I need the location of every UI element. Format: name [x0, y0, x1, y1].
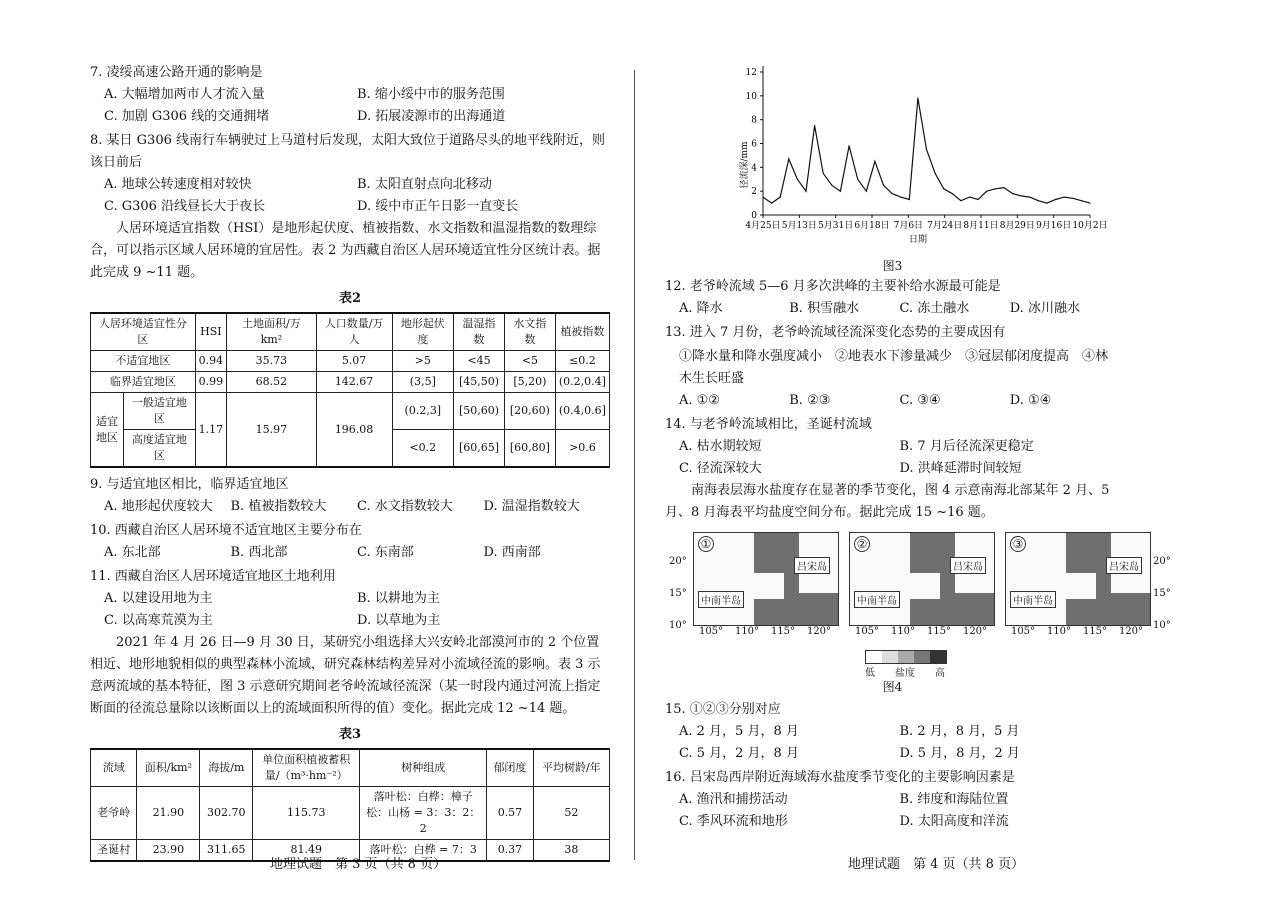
- q8-option-b: B. 太阳直射点向北移动: [357, 177, 492, 192]
- lat-tick: 10°: [669, 620, 687, 631]
- th-hydro: 水文指数: [504, 313, 555, 351]
- data-point: [1081, 200, 1082, 201]
- table-row: [91, 787, 610, 840]
- cell-land: 35.73: [227, 351, 316, 372]
- question-16-stem: 16. 吕宋岛西岸附近海域海水盐度季节变化的主要影响因素是: [665, 770, 1015, 785]
- cell-basin: 圣诞村: [91, 840, 137, 862]
- salinity-map-1: [693, 532, 839, 637]
- peninsula-label: 中南半岛: [1010, 591, 1056, 608]
- data-point: [831, 185, 832, 186]
- data-point: [762, 197, 763, 198]
- lon-tick: 120°: [962, 626, 988, 637]
- cell-hydro: <5: [504, 351, 555, 372]
- map-number: ①: [698, 536, 714, 552]
- cell-hydro: [20,60): [504, 393, 555, 430]
- table-3-caption: 表3: [338, 727, 362, 742]
- legend-low: 低: [865, 668, 875, 679]
- data-point: [883, 185, 884, 186]
- y-tick-label: 8: [751, 115, 757, 126]
- data-point: [1003, 187, 1004, 188]
- x-tick-label: 4月25日: [745, 221, 781, 231]
- th-age: 平均树龄/年: [533, 749, 609, 787]
- data-point: [857, 179, 858, 180]
- footer-page-4: 地理试题 第 4 页（共 8 页）: [848, 857, 1025, 872]
- legend-swatch: [898, 651, 914, 663]
- data-point: [891, 193, 892, 194]
- cell-species: 落叶松：白桦：樟子松：山杨 = 3：3：2：2: [360, 787, 487, 840]
- question-10-options: [104, 542, 610, 564]
- question-8-stem: 8. 某日 G306 线南行车辆驶过上马道村后发现，太阳大致位于道路尽头的地平线附近，则该日前后: [90, 133, 605, 170]
- q9-option-a: A. 地形起伏度较大: [104, 499, 213, 514]
- data-point: [978, 199, 979, 200]
- lon-tick: 110°: [734, 626, 760, 637]
- q13-option-b: B. ②③: [789, 393, 831, 408]
- x-tick-label: 5月31日: [818, 221, 854, 231]
- y-tick-label: 4: [751, 163, 757, 174]
- cell-veg: (0.2,0.4]: [555, 372, 609, 393]
- x-tick-labels: [745, 220, 1107, 231]
- data-point: [900, 197, 901, 198]
- x-tick-label: 5月13日: [781, 221, 817, 231]
- question-13-options: [679, 390, 1120, 412]
- question-13-items: ①降水量和降水强度减小 ②地表水下渗量减少 ③冠层郁闭度提高 ④林木生长旺盛: [679, 349, 1109, 386]
- question-10-stem: 10. 西藏自治区人居环境不适宜地区主要分布在: [90, 523, 362, 538]
- lon-tick: 105°: [698, 626, 724, 637]
- data-point: [926, 149, 927, 150]
- map-number: ②: [854, 536, 870, 552]
- cell-hsi: 0.94: [195, 351, 227, 372]
- map-2-image: [849, 532, 995, 626]
- legend-swatch: [882, 651, 898, 663]
- q14-option-d: D. 洪峰延滞时间较短: [899, 461, 1022, 476]
- lon-tick: 105°: [1010, 626, 1036, 637]
- cell-zone: 临界适宜地区: [91, 372, 196, 393]
- x-tick-label: 8月11日: [963, 221, 999, 231]
- cell-temp: [50,60): [454, 393, 505, 430]
- data-point: [960, 200, 961, 201]
- cell-altitude: 311.65: [200, 840, 253, 862]
- question-12-options: [679, 298, 1120, 320]
- data-point: [1029, 197, 1030, 198]
- cell-relief: >5: [392, 351, 454, 372]
- lon-tick: 115°: [770, 626, 796, 637]
- cell-pop: 5.07: [316, 351, 392, 372]
- intro-12-14: 2021 年 4 月 26 日—9 月 30 日，某研究小组选择大兴安岭北部漠河市的 2 个位置相近、地形地貌相似的典型森林小流域，研究森林结构差异对小流域径流的影响。表 3 示意两流域的基本特征，图 3 示意研究期间老爷岭流域径流深（某一时段内通过河流上指定断面的径流总量除以该断面以上的流域面积所得的值）变化。据此完成 12 ~14 题。: [90, 635, 601, 716]
- legend-swatch: [914, 651, 930, 663]
- x-tick-label: 6月18日: [854, 221, 890, 231]
- data-point: [797, 179, 798, 180]
- question-15-stem: 15. ①②③分别对应: [665, 702, 781, 717]
- y-tick-label: 12: [745, 68, 757, 78]
- intro-15-16: 南海表层海水盐度存在显著的季节变化，图 4 示意南海北部某年 2 月、5 月、8 月海表平均盐度空间分布。据此完成 15 ~16 题。: [665, 483, 1110, 520]
- map-number: ③: [1010, 536, 1026, 552]
- cell-altitude: 302.70: [200, 787, 253, 840]
- y-tick-label: 6: [751, 139, 757, 150]
- q9-option-c: C. 水文指数较大: [357, 499, 453, 514]
- cell-temp: [45,50): [454, 372, 505, 393]
- question-9-stem: 9. 与适宜地区相比，临界适宜地区: [90, 477, 289, 492]
- q7-option-c: C. 加剧 G306 线的交通拥堵: [104, 109, 270, 124]
- th-relief: 地形起伏度: [392, 313, 454, 351]
- y-tick-label: 0: [751, 211, 757, 221]
- intro-9-11: 人居环境适宜指数（HSI）是地形起伏度、植被指数、水文指数和温湿指数的数理综合，可以指示区域人居环境的宜居性。表 2 为西藏自治区人居环境适宜性分区统计表。据此完成 9 ~11 题。: [90, 221, 601, 280]
- figure-4: [665, 532, 1171, 682]
- lat-tick: 20°: [1153, 556, 1171, 567]
- th-temp: 温湿指数: [454, 313, 505, 351]
- data-point: [1064, 197, 1065, 198]
- q11-option-b: B. 以耕地为主: [357, 591, 440, 606]
- cell-veg: ≤0.2: [555, 351, 609, 372]
- lat-tick: 15°: [1153, 588, 1171, 599]
- q8-option-d: D. 绥中市正午日影一直变长: [357, 199, 519, 214]
- q11-option-d: D. 以草地为主: [357, 613, 441, 628]
- data-point: [986, 191, 987, 192]
- y-tick-label: 2: [751, 187, 757, 198]
- table-3-header: [91, 749, 610, 787]
- th-hsi: HSI: [195, 313, 227, 351]
- data-point: [909, 199, 910, 200]
- data-point: [943, 188, 944, 189]
- data-point: [874, 161, 875, 162]
- data-point: [1021, 195, 1022, 196]
- q10-option-a: A. 东北部: [104, 545, 161, 560]
- x-tick-label: 7月6日: [893, 221, 924, 231]
- data-point: [823, 173, 824, 174]
- th-area: 面积/km²: [137, 749, 200, 787]
- cell-temp: [60,65]: [454, 430, 505, 468]
- cell-age: 38: [533, 840, 609, 862]
- lon-ticks: [693, 626, 837, 637]
- cell-zone: 不适宜地区: [91, 351, 196, 372]
- cell-zone: 高度适宜地区: [124, 430, 196, 468]
- x-tick-label: 10月2日: [1072, 221, 1108, 231]
- th-basin: 流域: [91, 749, 137, 787]
- question-11-stem: 11. 西藏自治区人居环境适宜地区土地利用: [90, 569, 336, 584]
- question-8-options: [104, 174, 610, 218]
- cell-land: 15.97: [227, 393, 316, 468]
- y-tick-label: 10: [745, 91, 757, 102]
- lon-tick: 115°: [926, 626, 952, 637]
- lon-tick: 105°: [854, 626, 880, 637]
- right-page: [665, 60, 1171, 833]
- q14-option-b: B. 7 月后径流深更稳定: [899, 439, 1034, 454]
- x-tick-label: 8月29日: [999, 221, 1035, 231]
- q16-option-a: A. 渔汛和捕捞活动: [679, 792, 788, 807]
- q8-option-c: C. G306 沿线昼长大于夜长: [104, 199, 266, 214]
- q14-option-a: A. 枯水期较短: [679, 439, 762, 454]
- cell-hydro: [5,20): [504, 372, 555, 393]
- lon-tick: 115°: [1082, 626, 1108, 637]
- cell-area: 23.90: [137, 840, 200, 862]
- series-line: [763, 98, 1090, 203]
- left-page: [90, 60, 610, 862]
- th-volume: 单位面积植被蓄积量/（m³·hm⁻²）: [253, 749, 360, 787]
- q10-option-c: C. 东南部: [357, 545, 414, 560]
- lat-tick: 10°: [1153, 620, 1171, 631]
- legend-scale: [865, 650, 947, 664]
- q15-option-c: C. 5 月，2 月，8 月: [679, 746, 799, 761]
- cell-pop: 142.67: [316, 372, 392, 393]
- q12-option-d: D. 冰川融水: [1009, 301, 1080, 316]
- data-point: [935, 173, 936, 174]
- q7-option-b: B. 缩小绥中市的服务范围: [357, 87, 505, 102]
- lat-tick: 20°: [669, 556, 687, 567]
- table-3: [90, 748, 610, 862]
- lon-ticks: [849, 626, 993, 637]
- th-land: 土地面积/万 km²: [227, 313, 316, 351]
- legend-high: 高: [935, 668, 945, 679]
- question-11-options: [104, 588, 610, 632]
- q10-option-d: D. 西南部: [483, 545, 541, 560]
- table-2: [90, 312, 610, 468]
- data-point: [1072, 198, 1073, 199]
- lat-tick: 15°: [669, 588, 687, 599]
- q7-option-a: A. 大幅增加两市人才流入量: [104, 87, 265, 102]
- table-row: [91, 351, 610, 372]
- data-point: [995, 188, 996, 189]
- data-point: [771, 202, 772, 203]
- q11-option-a: A. 以建设用地为主: [104, 591, 213, 606]
- lat-ticks-right: [1153, 556, 1171, 631]
- th-altitude: 海拔/m: [200, 749, 253, 787]
- island-label: 吕宋岛: [794, 557, 830, 574]
- figure-3-line-chart: [665, 60, 1120, 255]
- x-tick-label: 7月24日: [927, 221, 963, 231]
- q12-option-c: C. 冻土融水: [899, 301, 970, 316]
- question-14-stem: 14. 与老爷岭流域相比，圣诞村流域: [665, 417, 872, 432]
- q15-option-b: B. 2 月，8 月，5 月: [899, 724, 1020, 739]
- table-2-header: [91, 313, 610, 351]
- q12-option-b: B. 积雪融水: [789, 301, 860, 316]
- q14-option-c: C. 径流深较大: [679, 461, 762, 476]
- data-point: [866, 191, 867, 192]
- cell-veg: >0.6: [555, 430, 609, 468]
- cell-area: 21.90: [137, 787, 200, 840]
- map-3-image: [1005, 532, 1151, 626]
- q13-option-c: C. ③④: [899, 393, 941, 408]
- lon-tick: 120°: [1118, 626, 1144, 637]
- th-pop: 人口数量/万人: [316, 313, 392, 351]
- cell-relief: (0.2,3]: [392, 393, 454, 430]
- cell-veg: (0.4,0.6]: [555, 393, 609, 430]
- footer-page-3: 地理试题 第 3 页（共 8 页）: [270, 857, 447, 872]
- q16-option-c: C. 季风环流和地形: [679, 814, 788, 829]
- question-9-options: [104, 496, 610, 518]
- th-canopy: 郁闭度: [487, 749, 533, 787]
- th-species: 树种组成: [360, 749, 487, 787]
- q11-option-c: C. 以高寒荒漠为主: [104, 613, 213, 628]
- lat-ticks-left: [669, 556, 687, 631]
- question-15-options: [679, 721, 1120, 765]
- question-14-options: [679, 436, 1120, 480]
- table-row: [91, 372, 610, 393]
- lon-tick: 110°: [1046, 626, 1072, 637]
- q7-option-d: D. 拓展凌源市的出海通道: [357, 109, 506, 124]
- table-2-caption: 表2: [338, 291, 362, 306]
- lon-ticks: [1005, 626, 1149, 637]
- th-veg: 植被指数: [555, 313, 609, 351]
- data-point: [840, 191, 841, 192]
- cell-temp: <45: [454, 351, 505, 372]
- salinity-map-2: [849, 532, 995, 637]
- cell-hsi: 0.99: [195, 372, 227, 393]
- figure-3-caption: 图3: [882, 259, 903, 273]
- legend-mid: 盐度: [895, 668, 915, 679]
- cell-basin: 老爷岭: [91, 787, 137, 840]
- cell-species: 落叶松：白桦 = 7：3: [360, 840, 487, 862]
- x-tick-label: 9月16日: [1036, 221, 1072, 231]
- q8-option-a: A. 地球公转速度相对较快: [104, 177, 252, 192]
- peninsula-label: 中南半岛: [854, 591, 900, 608]
- cell-hydro: [60,80]: [504, 430, 555, 468]
- data-point: [1012, 193, 1013, 194]
- data-point: [1089, 202, 1090, 203]
- question-13-stem: 13. 进入 7 月份，老爷岭流域径流深变化态势的主要成因有: [665, 325, 1006, 340]
- map-1-image: [693, 532, 839, 626]
- table-row: [91, 393, 610, 430]
- q16-option-b: B. 纬度和海陆位置: [899, 792, 1009, 807]
- x-axis-label: 日期: [908, 235, 928, 245]
- cell-hsi: 1.17: [195, 393, 227, 468]
- cell-relief: (3,5]: [392, 372, 454, 393]
- data-point: [917, 98, 918, 99]
- lon-tick: 120°: [806, 626, 832, 637]
- cell-pop: 196.08: [316, 393, 392, 468]
- cell-volume: 115.73: [253, 787, 360, 840]
- cell-canopy: 0.57: [487, 787, 533, 840]
- cell-suit-label: 适宜地区: [91, 393, 124, 468]
- question-16-options: [679, 789, 1120, 833]
- legend-swatch: [866, 651, 882, 663]
- island-label: 吕宋岛: [950, 557, 986, 574]
- question-7-options: [104, 84, 610, 128]
- lon-tick: 110°: [890, 626, 916, 637]
- cell-zone: 一般适宜地区: [124, 393, 196, 430]
- cell-relief: <0.2: [392, 430, 454, 468]
- data-point: [1038, 200, 1039, 201]
- q15-option-a: A. 2 月，5 月，8 月: [679, 724, 799, 739]
- q12-option-a: A. 降水: [679, 301, 723, 316]
- data-point: [780, 197, 781, 198]
- q16-option-d: D. 太阳高度和洋流: [899, 814, 1009, 829]
- q9-option-b: B. 植被指数较大: [230, 499, 327, 514]
- page-divider: [634, 70, 635, 860]
- cell-age: 52: [533, 787, 609, 840]
- y-axis-label: 径流深/mm: [740, 141, 750, 189]
- legend-swatch: [930, 651, 946, 663]
- peninsula-label: 中南半岛: [698, 591, 744, 608]
- data-point: [969, 197, 970, 198]
- cell-land: 68.52: [227, 372, 316, 393]
- data-point: [814, 125, 815, 126]
- q10-option-b: B. 西北部: [230, 545, 288, 560]
- question-12-stem: 12. 老爷岭流域 5—6 月多次洪峰的主要补给水源最可能是: [665, 279, 1001, 294]
- island-label: 吕宋岛: [1106, 557, 1142, 574]
- cell-canopy: 0.37: [487, 840, 533, 862]
- data-point: [848, 145, 849, 146]
- data-point: [805, 191, 806, 192]
- q9-option-d: D. 温湿指数较大: [483, 499, 580, 514]
- data-point: [788, 158, 789, 159]
- q13-option-a: A. ①②: [679, 393, 720, 408]
- data-point: [952, 193, 953, 194]
- figure-4-caption: 图4: [882, 680, 903, 694]
- data-point: [1055, 199, 1056, 200]
- salinity-legend: [865, 650, 947, 679]
- th-zone: 人居环境适宜性分区: [91, 313, 196, 351]
- data-point: [1046, 202, 1047, 203]
- q15-option-d: D. 5 月，8 月，2 月: [899, 746, 1020, 761]
- q13-option-d: D. ①④: [1009, 393, 1052, 408]
- salinity-map-3: [1005, 532, 1151, 637]
- question-7-stem: 7. 凌绥高速公路开通的影响是: [90, 65, 263, 80]
- legend-labels: [865, 664, 945, 679]
- cell-volume: 81.49: [253, 840, 360, 862]
